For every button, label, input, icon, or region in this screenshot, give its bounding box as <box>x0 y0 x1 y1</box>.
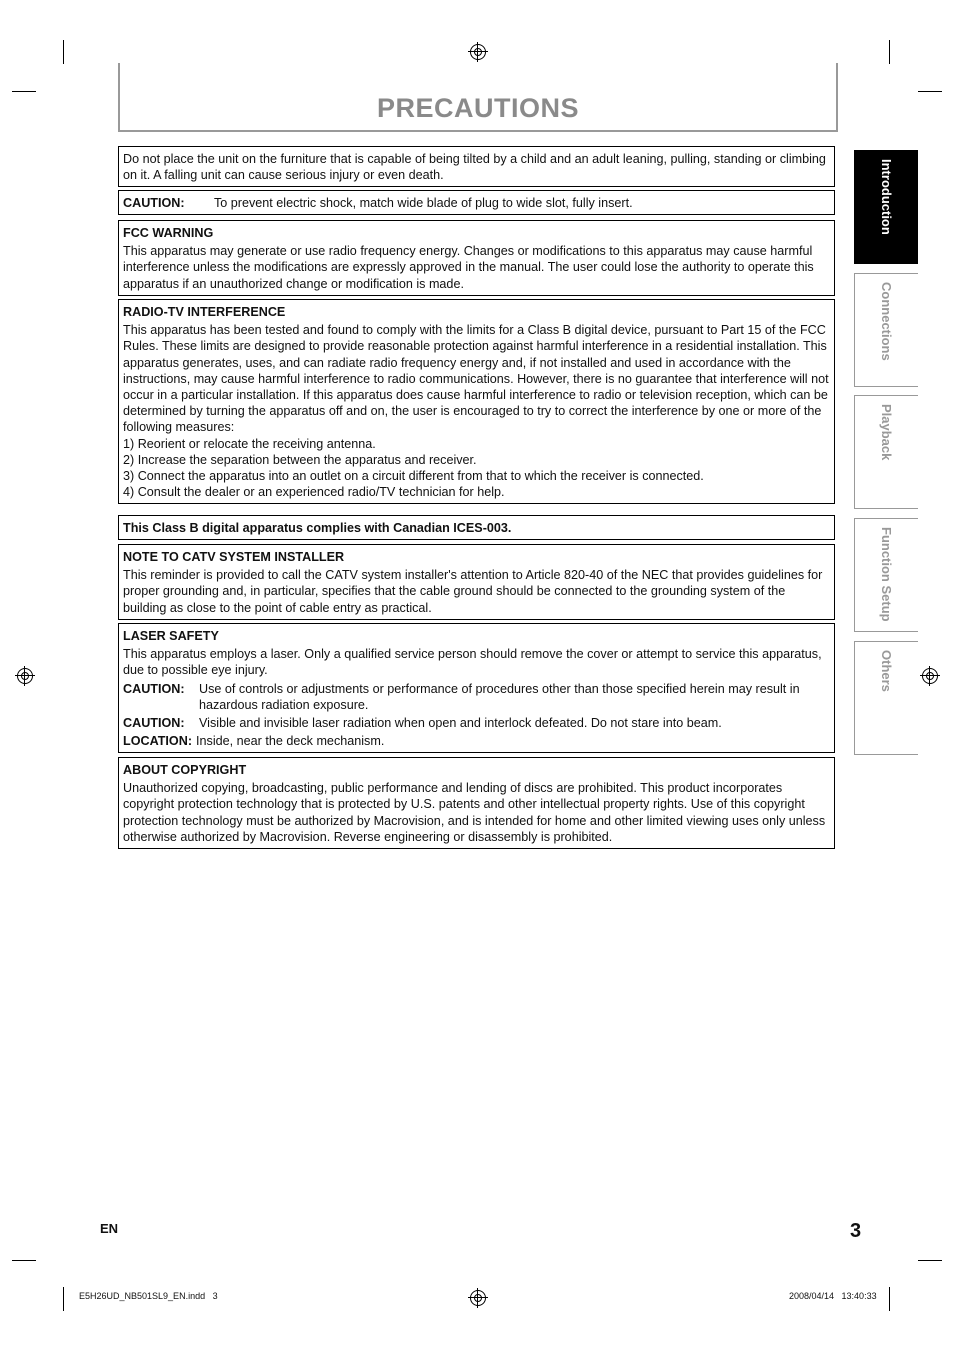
tab-others[interactable] <box>854 641 918 755</box>
crop-mark <box>918 1260 942 1261</box>
tab-label: Others <box>879 650 894 692</box>
registration-mark-icon <box>17 668 33 684</box>
laser-heading: LASER SAFETY <box>123 629 219 643</box>
caution-label: CAUTION: <box>123 196 185 210</box>
canada-box <box>118 515 835 540</box>
tab-label: Function Setup <box>879 527 894 622</box>
fcc-heading: FCC WARNING <box>123 226 214 240</box>
furniture-warning-box <box>118 146 835 187</box>
laser-safety-box: LASER SAFETY This apparatus employs a laser. Only a qualified service person should remove the cover or attempt to service this apparatus, due to possible eye injury. CAUTION: Use of controls or adjustments or performance of procedures other than those specified herein may result in hazardous radiation exposure. CAUTION: Visible and invisible laser radiation when open and interlock defeated. Do not stare into beam. LOCATION: Inside, near the deck mechanism. <box>118 623 835 753</box>
tab-function-setup[interactable] <box>854 518 918 632</box>
laser-caution-label: CAUTION <box>123 681 181 696</box>
laser-caution-label: CAUTION <box>123 716 181 731</box>
crop-mark <box>12 1260 36 1261</box>
page-number: 3 <box>850 1220 862 1242</box>
radio-tv-box <box>118 299 835 504</box>
fcc-text: This apparatus may generate or use radio frequency energy. Changes or modifications to this apparatus may cause harmful interference unless the modifications are expressly approved in the manual. The user could lose the authority to operate this apparatus if an unauthorized change or modification is made. <box>123 244 814 291</box>
laser-caution-text: Visible and invisible laser radiation when open and interlock defeated. Do not stare into beam. <box>199 716 722 731</box>
footer-timestamp: 2008/04/14 13:40:33 <box>789 1291 877 1301</box>
caution-text: To prevent electric shock, match wide blade of plug to wide slot, fully insert. <box>214 196 633 210</box>
fcc-warning-box <box>118 220 835 296</box>
tab-connections[interactable] <box>854 273 918 387</box>
catv-box <box>118 544 835 620</box>
title-frame <box>118 63 838 132</box>
crop-mark <box>63 1287 64 1311</box>
list-item: 4) Consult the dealer or an experienced radio/TV technician for help. <box>123 485 505 500</box>
tab-introduction[interactable] <box>854 150 918 264</box>
list-item: 2) Increase the separation between the apparatus and receiver. <box>123 452 477 467</box>
crop-mark <box>63 40 64 64</box>
list-item: 3) Connect the apparatus into an outlet on a circuit different from that to which the receiver is connected. <box>123 469 704 484</box>
crop-mark <box>918 91 942 92</box>
canada-text: This Class B digital apparatus complies with Canadian ICES-003. <box>123 521 512 535</box>
footer-filename: E5H26UD_NB501SL9_EN.indd 3 <box>79 1291 218 1301</box>
radio-tv-text: This apparatus has been tested and found to comply with the limits for a Class B digital device, pursuant to Part 15 of the FCC Rules. These limits are designed to provide reasonable protection against harmful interference in a residential installation. This apparatus generates, uses, and can radiate radio frequency energy and, if not installed and used in accordance with the instructions, may cause harmful interference to radio communications. However, there is no guarantee that interference will not occur in a particular installation. If this apparatus does cause harmful interference to radio or television reception, which can be determined by turning the apparatus off and on, the user is encouraged to try to correct the interference by one or more of the following measures: <box>123 323 829 435</box>
copyright-box <box>118 757 835 849</box>
tab-label: Playback <box>879 404 894 461</box>
tab-label: Introduction <box>879 159 894 235</box>
furniture-warning-text: Do not place the unit on the furniture that is capable of being tilted by a child and an adult leaning, pulling, standing or climbing on it. A falling unit can cause serious injury or even death. <box>123 152 826 183</box>
crop-mark <box>12 91 36 92</box>
plug-caution-box <box>118 190 835 215</box>
registration-mark-icon <box>470 44 486 60</box>
location-label: LOCATION <box>123 734 188 749</box>
list-item: 1) Reorient or relocate the receiving antenna. <box>123 436 376 451</box>
crop-mark <box>889 40 890 64</box>
registration-mark-icon <box>922 668 938 684</box>
radio-tv-heading: RADIO-TV INTERFERENCE <box>123 305 286 319</box>
laser-text: This apparatus employs a laser. Only a qualified service person should remove the cover or attempt to service this apparatus, due to possible eye injury. <box>123 647 822 678</box>
crop-mark <box>889 1287 890 1311</box>
copyright-heading: ABOUT COPYRIGHT <box>123 763 247 777</box>
language-label: EN <box>100 1221 119 1236</box>
tab-playback[interactable] <box>854 395 918 509</box>
catv-heading: NOTE TO CATV SYSTEM INSTALLER <box>123 550 345 564</box>
catv-text: This reminder is provided to call the CATV system installer's attention to Article 820-40 of the NEC that provides guidelines for proper grounding and, in particular, specifies that the cable ground should be connected to the grounding system of the building as close to the point of cable entry as practical. <box>123 568 823 615</box>
page-title: PRECAUTIONS <box>376 93 579 123</box>
registration-mark-icon <box>470 1290 486 1306</box>
location-text: Inside, near the deck mechanism. <box>196 734 385 749</box>
tab-label: Connections <box>879 282 894 361</box>
laser-caution-text: Use of controls or adjustments or performance of procedures other than those specified herein may result in hazardous radiation exposure. <box>199 681 800 712</box>
copyright-text: Unauthorized copying, broadcasting, public performance and lending of discs are prohibited. This product incorporates copyright protection technology that is protected by U.S. patents and other intellectual property rights. Use of this copyright protection technology must be authorized by Macrovision, and is intended for home and other limited viewing uses only unless otherwise authorized by Macrovision. Reverse engineering or disassembly is prohibited. <box>123 781 826 844</box>
